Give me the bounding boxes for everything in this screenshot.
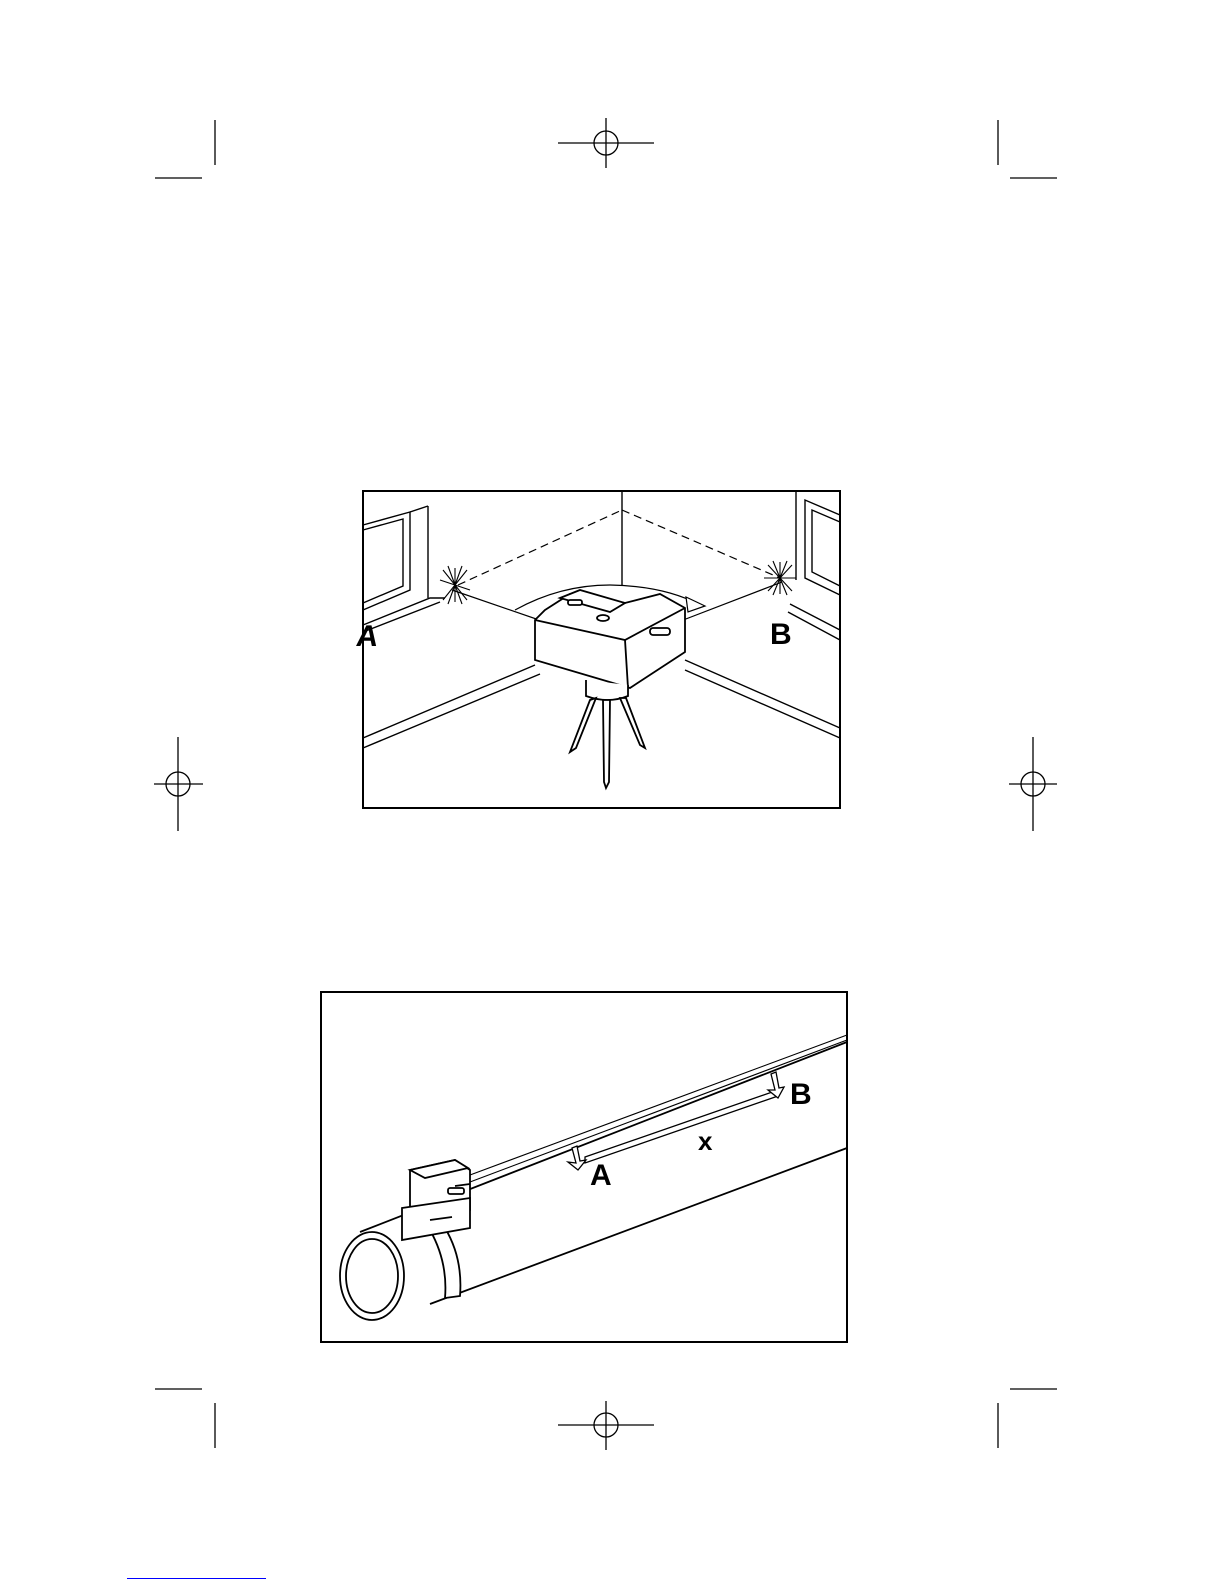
figure-laser-pipe [321, 992, 847, 1342]
figure2-label-a: A [590, 1159, 612, 1192]
figure2-label-b: B [790, 1078, 812, 1111]
bottom-link-underline[interactable] [127, 1578, 266, 1579]
registration-mark-left [154, 737, 203, 831]
figure1-label-a: A [354, 620, 381, 653]
laser-dot-b [764, 561, 796, 595]
figure1-label-b: B [770, 618, 792, 651]
figure2-label-x: x [698, 1126, 713, 1156]
registration-mark-top [558, 118, 654, 168]
laser-device-on-pipe [402, 1160, 470, 1240]
registration-mark-bottom [558, 1401, 654, 1450]
figure-laser-corner [354, 491, 840, 808]
registration-mark-right [1009, 737, 1057, 831]
